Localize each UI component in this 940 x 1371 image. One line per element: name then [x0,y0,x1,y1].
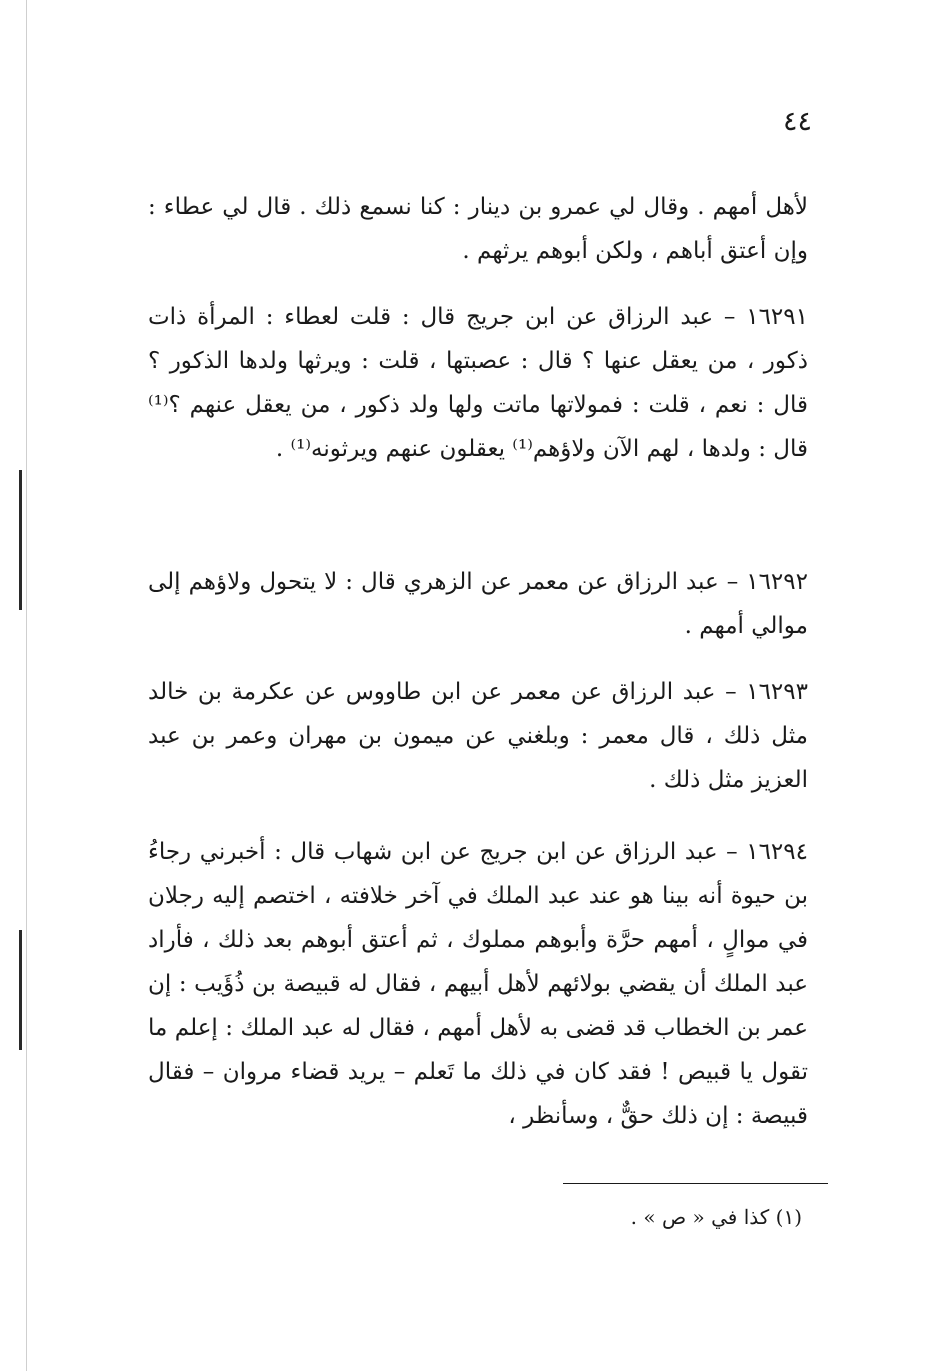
paragraph-16291 [148,295,808,471]
scan-edge-mark [19,930,22,1050]
paragraph-text: ١٦٢٩٤ – عبد الرزاق عن ابن جريج عن ابن شهاب قال : أخبرني رجاءُ بن حيوة أنه بينا هو عند عبد الملك في آخر خلافته ، اختصم إليه رجلان في موالٍ ، أمهم حرَّة وأبوهم مملوك ، ثم أعتق أبوهم بعد ذلك ، فأراد عبد الملك أن يقضي بولائهم لأهل أبيهم ، فقال له قبيصة بن ذُؤَيب : إن عمر بن الخطاب قد قضى به لأهل أمهم ، فقال له عبد الملك : إعلم ما تقول يا قبيص ! فقد كان في ذلك ما تَعلم – يريد قضاء مروان – فقال قبيصة : إن ذلك حقٌّ ، وسأنظر ، [148,839,808,1129]
scan-edge-mark [19,470,22,610]
scan-edge-line [26,0,27,1371]
paragraph-16293 [148,670,808,802]
paragraph-text: لأهل أمهم . وقال لي عمرو بن دينار : كنا نسمع ذلك . قال لي عطاء : وإن أعتق أباهم ، ولكن أبوهم يرثهم . [148,194,808,264]
footnote: (١) كذا في « ص » . [630,1205,802,1229]
paragraph-text: ١٦٢٩٣ – عبد الرزاق عن معمر عن ابن طاووس عن عكرمة بن خالد مثل ذلك ، قال معمر : وبلغني عن ميمون بن مهران وعمر بن عبد العزيز مثل ذلك . [148,679,808,793]
paragraph-text: ١٦٢٩٢ – عبد الرزاق عن معمر عن الزهري قال : لا يتحول ولاؤهم إلى موالي أمهم . [148,569,808,639]
paragraph-1-continuation [148,185,808,273]
page-number: ٤٤ [782,106,812,137]
paragraph-16292 [148,560,808,648]
footnote-divider [563,1183,828,1184]
paragraph-16294 [148,830,808,1138]
paragraph-text: ١٦٢٩١ – عبد الرزاق عن ابن جريج قال : قلت لعطاء : المرأة ذات ذكور ، من يعقل عنها ؟ قال : عصبتها ، قلت : ويرثها ولدها الذكور ؟ قال : نعم ، قلت : فمولاتها ماتت ولها ولد ذكور ، من يعقل عنهم ؟⁽¹⁾ قال : ولدها ، لهم الآن ولاؤهم⁽¹⁾ يعقلون عنهم ويرثونه⁽¹⁾ . [148,304,808,462]
